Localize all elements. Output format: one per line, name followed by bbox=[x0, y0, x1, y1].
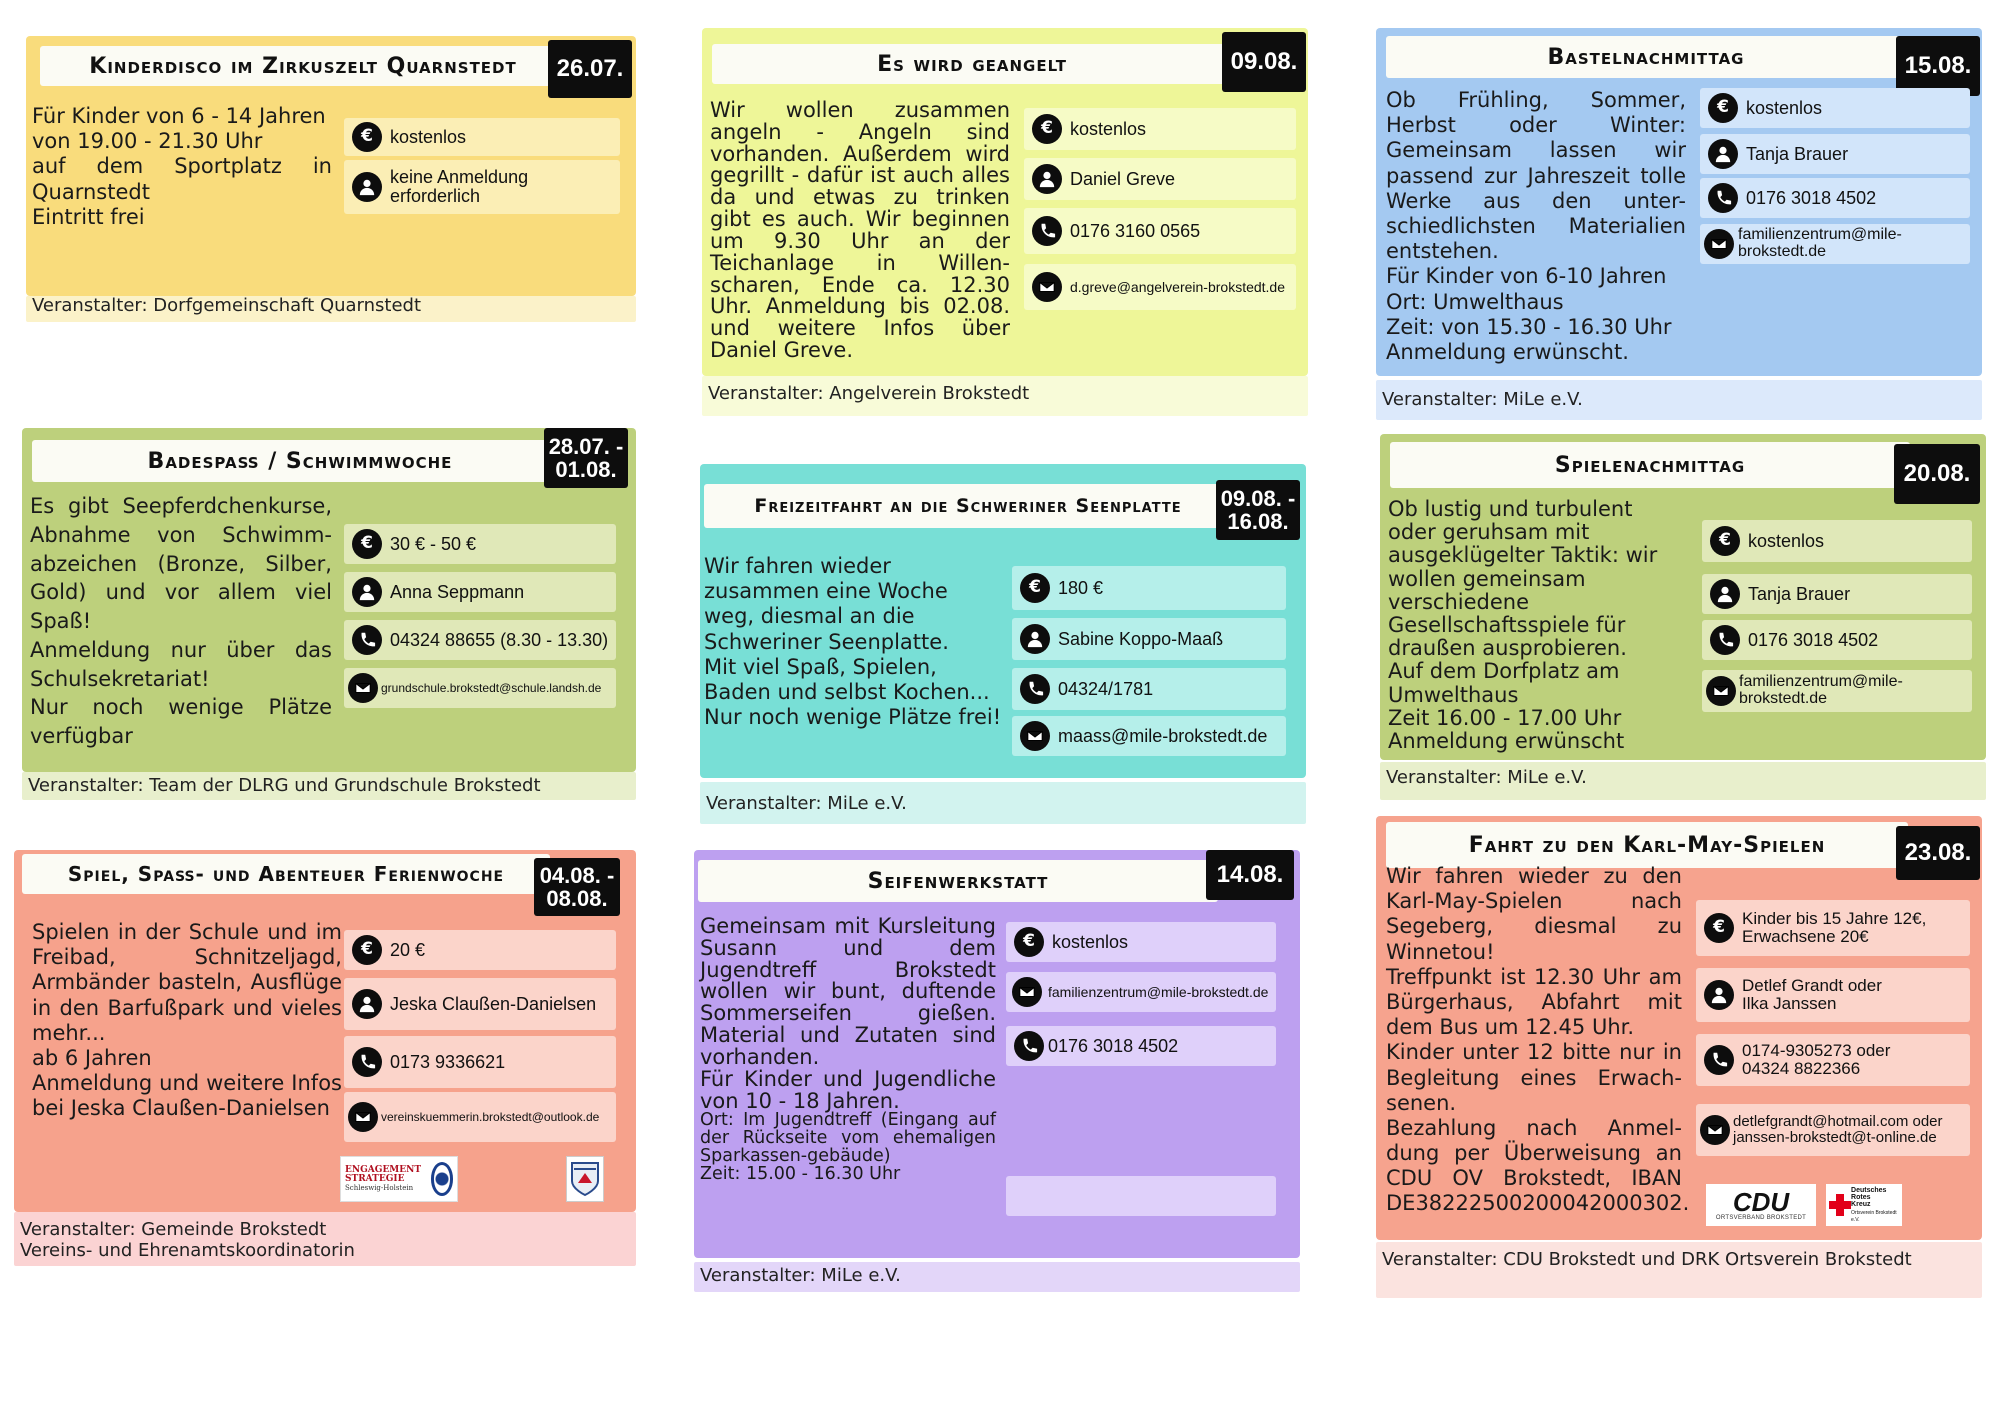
card-title: Seifenwerkstatt bbox=[698, 860, 1218, 902]
contact-pill: Tanja Brauer bbox=[1702, 574, 1972, 614]
euro-icon: € bbox=[352, 529, 382, 559]
phone-pill: 0174-9305273 oder 04324 8822366 bbox=[1696, 1034, 1970, 1086]
phone-icon bbox=[1014, 1031, 1044, 1061]
euro-icon: € bbox=[352, 935, 382, 965]
euro-icon: € bbox=[1032, 114, 1062, 144]
event-card-freizeitfahrt bbox=[700, 464, 1306, 778]
euro-icon: € bbox=[1708, 93, 1738, 123]
event-card-karlmay bbox=[1376, 816, 1982, 1240]
card-title: Spielenachmittag bbox=[1390, 442, 1910, 488]
email-pill: detlefgrandt@hotmail.com oder janssen-brokstedt@t-online.de bbox=[1696, 1104, 1970, 1156]
engagement-strategie-logo-text: ENGAGEMENT STRATEGIE Schleswig-Holstein bbox=[345, 1164, 422, 1192]
contact-pill: Tanja Brauer bbox=[1700, 134, 1970, 174]
person-icon bbox=[352, 989, 382, 1019]
phone-icon bbox=[1032, 216, 1062, 246]
person-icon bbox=[352, 577, 382, 607]
card-description: Für Kinder von 6 - 14 Jahren von 19.00 - 21.30 Uhr auf dem Sportplatz in Quarnstedt Eintritt frei bbox=[32, 104, 332, 229]
organizer-label: Veranstalter: Angelverein Brokstedt bbox=[702, 376, 1308, 416]
cdu-logo: CDU ORTSVERBAND BROKSTEDT bbox=[1706, 1184, 1816, 1226]
card-description: Es gibt Seepferdchenkurse, Abnahme von Schwimm-abzeichen (Bronze, Silber, Gold) und vor allem viel Spaß! Anmeldung nur über das Schulsekretariat! Nur noch wenige Plätze verfügbar bbox=[30, 494, 332, 749]
card-title: Es wird geangelt bbox=[712, 44, 1232, 84]
mail-icon bbox=[1020, 721, 1050, 751]
mail-icon bbox=[348, 673, 378, 703]
card-title: Fahrt zu den Karl-May-Spielen bbox=[1386, 822, 1908, 868]
phone-icon bbox=[352, 1047, 382, 1077]
email-pill: vereinskuemmerin.brokstedt@outlook.de bbox=[344, 1092, 616, 1142]
person-icon bbox=[1710, 579, 1740, 609]
email-pill: maass@mile-brokstedt.de bbox=[1012, 716, 1286, 756]
card-title: Bastelnachmittag bbox=[1386, 36, 1906, 78]
event-card-angeln bbox=[702, 28, 1308, 376]
euro-icon: € bbox=[1020, 573, 1050, 603]
card-date: 09.08. - 16.08. bbox=[1216, 480, 1300, 540]
card-date: 15.08. bbox=[1896, 36, 1980, 96]
empty-pill bbox=[1006, 1176, 1276, 1216]
phone-icon bbox=[1710, 625, 1740, 655]
card-description: Ob Frühling, Sommer, Herbst oder Winter: Gemeinsam lassen wir passend zur Jahreszeit tolle Werke aus den unter-schiedlichsten Materialien entstehen. Für Kinder von 6-10 Jahren Ort: Umwelthaus Zeit: von 15.30 - 16.30 Uhr Anmeldung erwünscht. bbox=[1386, 88, 1686, 364]
person-icon bbox=[1708, 139, 1738, 169]
contact-pill: Jeska Claußen-Danielsen bbox=[344, 978, 616, 1030]
card-title: Badespaß / Schwimmwoche bbox=[32, 440, 568, 482]
email-pill: familienzentrum@mile-brokstedt.de bbox=[1700, 224, 1970, 264]
mail-icon bbox=[1704, 229, 1734, 259]
price-pill: € 30 € - 50 € bbox=[344, 524, 616, 564]
contact-pill: keine Anmeldung erforderlich bbox=[344, 160, 620, 214]
phone-pill: 0173 9336621 bbox=[344, 1036, 616, 1088]
organizer-label: Veranstalter: MiLe e.V. bbox=[1380, 762, 1986, 800]
euro-icon: € bbox=[352, 122, 382, 152]
coat-of-arms-icon bbox=[566, 1156, 604, 1202]
card-description-details: Ort: Im Jugendtreff (Eingang auf der Rückseite vom ehemaligen Sparkassen-gebäude) Zeit: 15.00 - 16.30 Uhr bbox=[700, 1110, 996, 1184]
organizer-label: Veranstalter: MiLe e.V. bbox=[700, 782, 1306, 824]
organizer-label: Veranstalter: Gemeinde Brokstedt Vereins- und Ehrenamtskoordinatorin bbox=[14, 1212, 636, 1266]
card-description: Spielen in der Schule und im Freibad, Schnitzeljagd, Armbänder basteln, Ausflüge in den Barfußpark und vieles mehr... ab 6 Jahren Anmeldung und weitere Infos bei Jeska Claußen-Danielsen bbox=[32, 920, 342, 1121]
card-title: Kinderdisco im Zirkuszelt Quarnstedt bbox=[40, 46, 566, 86]
card-date: 04.08. - 08.08. bbox=[534, 858, 620, 916]
phone-pill: 0176 3018 4502 bbox=[1702, 620, 1972, 660]
mail-icon bbox=[1032, 272, 1062, 302]
engagement-strategie-logo bbox=[340, 1156, 458, 1202]
card-date: 20.08. bbox=[1894, 444, 1980, 504]
phone-pill: 04324 88655 (8.30 - 13.30) bbox=[344, 620, 616, 660]
mail-icon bbox=[1706, 676, 1736, 706]
event-card-badespass bbox=[22, 428, 636, 772]
contact-pill: Detlef Grandt oder Ilka Janssen bbox=[1696, 968, 1970, 1022]
event-card-ferienwoche bbox=[14, 850, 636, 1212]
card-title: Freizeitfahrt an die Schweriner Seenplatte bbox=[704, 484, 1232, 528]
organizer-label: Veranstalter: MiLe e.V. bbox=[1376, 380, 1982, 420]
contact-pill: Sabine Koppo-Maaß bbox=[1012, 618, 1286, 660]
euro-icon: € bbox=[1014, 927, 1044, 957]
person-icon bbox=[1704, 980, 1734, 1010]
card-title: Spiel, Spaß- und Abenteuer Ferienwoche bbox=[22, 854, 550, 894]
email-pill: grundschule.brokstedt@schule.landsh.de bbox=[344, 668, 616, 708]
card-date: 23.08. bbox=[1896, 826, 1980, 880]
email-pill: familienzentrum@mile-brokstedt.de bbox=[1006, 972, 1276, 1012]
mail-icon bbox=[1012, 977, 1042, 1007]
red-cross-icon bbox=[1829, 1194, 1848, 1216]
drk-logo: Deutsches Rotes Kreuz Ortsverein Brokstedt e.V. bbox=[1826, 1184, 1902, 1226]
email-pill: d.greve@angelverein-brokstedt.de bbox=[1024, 264, 1296, 310]
event-card-seifenwerkstatt bbox=[694, 850, 1300, 1258]
event-card-basteln bbox=[1376, 28, 1982, 376]
organizer-label: Veranstalter: Team der DLRG und Grundschule Brokstedt bbox=[22, 772, 636, 800]
organizer-label: Veranstalter: MiLe e.V. bbox=[694, 1262, 1300, 1292]
person-icon bbox=[1032, 164, 1062, 194]
mail-icon bbox=[348, 1102, 378, 1132]
price-pill: € kostenlos bbox=[344, 118, 620, 156]
price-pill: € kostenlos bbox=[1006, 922, 1276, 962]
card-date: 09.08. bbox=[1222, 32, 1306, 92]
price-pill: € kostenlos bbox=[1700, 88, 1970, 128]
contact-pill: Daniel Greve bbox=[1024, 158, 1296, 200]
email-pill: familienzentrum@mile-brokstedt.de bbox=[1702, 670, 1972, 712]
phone-icon bbox=[1704, 1045, 1734, 1075]
price-pill: € 20 € bbox=[344, 930, 616, 970]
card-description: Wir wollen zusammen angeln - Angeln sind vorhanden. Außerdem wird gegrillt - dafür ist auch alles da und etwas zu trinken gibt es auch. Wir beginnen um 9.30 Uhr an der Teichanlage in Willen-scharen, Ende ca. 12.30 Uhr. Anmeldung bis 02.08. und weitere Infos über Daniel Greve. bbox=[710, 98, 1010, 363]
contact-pill: Anna Seppmann bbox=[344, 572, 616, 612]
phone-pill: 0176 3018 4502 bbox=[1700, 178, 1970, 218]
card-date: 14.08. bbox=[1206, 850, 1294, 900]
euro-icon: € bbox=[1704, 913, 1734, 943]
card-date: 26.07. bbox=[548, 40, 632, 98]
phone-pill: 04324/1781 bbox=[1012, 668, 1286, 710]
mail-icon bbox=[1700, 1115, 1730, 1145]
phone-pill: 0176 3160 0565 bbox=[1024, 208, 1296, 254]
price-pill: € 180 € bbox=[1012, 566, 1286, 610]
card-description: Ob lustig und turbulent oder geruhsam mit ausgeklügelter Taktik: wir wollen gemeinsam verschiedene Gesellschaftsspiele für draußen ausprobieren. Auf dem Dorfplatz am Umwelthaus Zeit 16.00 - 17.00 Uhr Anmeldung erwünscht bbox=[1388, 497, 1658, 754]
person-icon bbox=[1020, 624, 1050, 654]
event-card-kinderdisco bbox=[26, 36, 636, 296]
seal-icon bbox=[431, 1162, 453, 1196]
person-icon bbox=[352, 172, 382, 202]
phone-icon bbox=[1020, 674, 1050, 704]
phone-pill: 0176 3018 4502 bbox=[1006, 1026, 1276, 1066]
phone-icon bbox=[352, 625, 382, 655]
card-description: Wir fahren wieder zusammen eine Woche weg, diesmal an die Schweriner Seenplatte. Mit viel Spaß, Spielen, Baden und selbst Kochen... Nur noch wenige Plätze frei! bbox=[704, 554, 1002, 730]
price-pill: € kostenlos bbox=[1702, 520, 1972, 562]
card-description: Wir fahren wieder zu den Karl-May-Spielen nach Segeberg, diesmal zu Winnetou! Treffpunkt ist 12.30 Uhr am Bürgerhaus, Abfahrt mit dem Bus um 12.45 Uhr. Kinder unter 12 bitte nur in Begleitung eines Erwach-senen. Bezahlung nach Anmel-dung per Überweisung an CDU OV Brokstedt, IBAN DE38222500200042000302. bbox=[1386, 864, 1690, 1216]
organizer-label: Veranstalter: Dorfgemeinschaft Quarnstedt bbox=[26, 296, 636, 322]
card-description: Gemeinsam mit Kursleitung Susann und dem Jugendtreff Brokstedt wollen wir bunt, duftende Sommerseifen gießen. Material und Zutaten sind vorhanden. Für Kinder und Jugendliche von 10 - 18 Jahren. bbox=[700, 914, 996, 1113]
card-date: 28.07. - 01.08. bbox=[544, 428, 628, 488]
organizer-label: Veranstalter: CDU Brokstedt und DRK Ortsverein Brokstedt bbox=[1376, 1242, 1982, 1298]
phone-icon bbox=[1708, 183, 1738, 213]
price-pill: € kostenlos bbox=[1024, 108, 1296, 150]
euro-icon: € bbox=[1710, 526, 1740, 556]
price-pill: € Kinder bis 15 Jahre 12€, Erwachsene 20€ bbox=[1696, 900, 1970, 956]
event-card-spielenachmittag bbox=[1380, 434, 1986, 760]
